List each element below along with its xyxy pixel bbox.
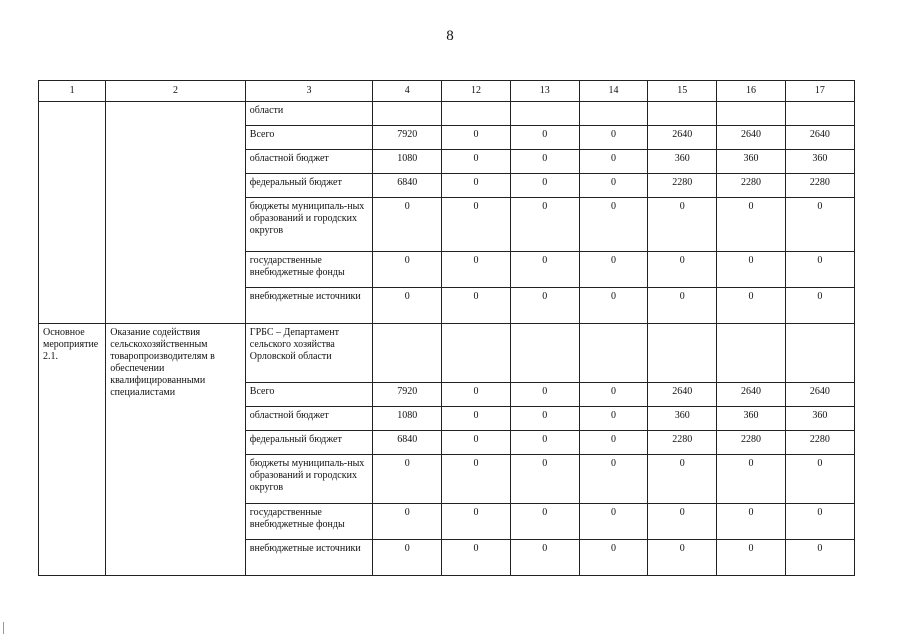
value-cell: 0 — [510, 407, 579, 431]
value-cell: 0 — [579, 126, 647, 150]
value-cell — [785, 102, 854, 126]
value-cell: 2280 — [648, 431, 717, 455]
value-cell: 1080 — [373, 407, 442, 431]
value-cell: 0 — [510, 174, 579, 198]
value-cell: 0 — [717, 504, 785, 540]
value-cell: 0 — [717, 288, 785, 324]
column-header: 1 — [39, 81, 106, 102]
value-cell — [373, 102, 442, 126]
column-header: 16 — [717, 81, 785, 102]
funding-source-label: бюджеты муниципаль-ных образований и городских округов — [245, 198, 372, 252]
value-cell: 6840 — [373, 431, 442, 455]
value-cell — [579, 102, 647, 126]
value-cell: 0 — [510, 431, 579, 455]
value-cell: 360 — [785, 407, 854, 431]
value-cell: 0 — [648, 288, 717, 324]
value-cell: 7920 — [373, 126, 442, 150]
value-cell: 0 — [717, 198, 785, 252]
column-header: 3 — [245, 81, 372, 102]
value-cell — [648, 324, 717, 383]
measure-code-cell — [39, 102, 106, 324]
measure-name-cell — [106, 102, 246, 324]
value-cell — [648, 102, 717, 126]
value-cell: 0 — [717, 540, 785, 576]
value-cell: 0 — [373, 252, 442, 288]
value-cell: 2640 — [648, 126, 717, 150]
value-cell: 0 — [785, 288, 854, 324]
value-cell: 0 — [510, 150, 579, 174]
value-cell: 0 — [373, 540, 442, 576]
value-cell: 2640 — [717, 383, 785, 407]
value-cell: 0 — [648, 504, 717, 540]
value-cell — [717, 102, 785, 126]
funding-source-label: федеральный бюджет — [245, 431, 372, 455]
value-cell: 0 — [510, 383, 579, 407]
funding-source-label: Всего — [245, 126, 372, 150]
value-cell: 0 — [579, 540, 647, 576]
table-row — [39, 324, 855, 383]
value-cell: 0 — [373, 288, 442, 324]
value-cell: 0 — [648, 252, 717, 288]
value-cell: 0 — [442, 288, 510, 324]
measure-code-cell: Основное мероприятие 2.1. — [39, 324, 106, 576]
column-header: 15 — [648, 81, 717, 102]
value-cell: 0 — [442, 431, 510, 455]
value-cell: 0 — [510, 288, 579, 324]
value-cell: 0 — [579, 150, 647, 174]
scan-artifact — [3, 622, 4, 634]
value-cell: 6840 — [373, 174, 442, 198]
value-cell: 0 — [442, 455, 510, 504]
value-cell: 1080 — [373, 150, 442, 174]
funding-source-label: федеральный бюджет — [245, 174, 372, 198]
value-cell: 0 — [579, 504, 647, 540]
value-cell: 2640 — [648, 383, 717, 407]
funding-source-label: внебюджетные источники — [245, 288, 372, 324]
value-cell: 0 — [373, 504, 442, 540]
value-cell: 0 — [442, 174, 510, 198]
value-cell: 360 — [648, 407, 717, 431]
value-cell: 0 — [510, 252, 579, 288]
value-cell: 360 — [717, 407, 785, 431]
column-header: 2 — [106, 81, 246, 102]
page-number: 8 — [446, 28, 454, 44]
value-cell: 0 — [717, 252, 785, 288]
column-header: 13 — [510, 81, 579, 102]
value-cell: 0 — [648, 540, 717, 576]
funding-source-label: государственные внебюджетные фонды — [245, 252, 372, 288]
value-cell: 0 — [510, 198, 579, 252]
value-cell: 2640 — [717, 126, 785, 150]
funding-source-label: ГРБС – Департамент сельского хозяйства Орловской области — [245, 324, 372, 383]
value-cell: 0 — [442, 198, 510, 252]
value-cell: 0 — [442, 252, 510, 288]
value-cell: 0 — [442, 150, 510, 174]
measure-name-cell: Оказание содействия сельскохозяйственным товаропроизводителям в обеспечении квалифицированными специалистами — [106, 324, 246, 576]
table-row — [39, 102, 855, 126]
funding-source-label: областной бюджет — [245, 150, 372, 174]
value-cell — [785, 324, 854, 383]
value-cell: 0 — [579, 383, 647, 407]
value-cell — [717, 324, 785, 383]
funding-source-label: внебюджетные источники — [245, 540, 372, 576]
value-cell: 0 — [579, 431, 647, 455]
header-row — [39, 81, 855, 102]
value-cell: 0 — [717, 455, 785, 504]
value-cell: 0 — [648, 198, 717, 252]
value-cell: 7920 — [373, 383, 442, 407]
value-cell: 0 — [579, 407, 647, 431]
value-cell: 2640 — [785, 383, 854, 407]
value-cell: 360 — [785, 150, 854, 174]
funding-source-label: области — [245, 102, 372, 126]
value-cell — [579, 324, 647, 383]
value-cell — [373, 324, 442, 383]
value-cell: 2280 — [648, 174, 717, 198]
value-cell: 0 — [373, 198, 442, 252]
value-cell: 0 — [510, 540, 579, 576]
value-cell: 0 — [579, 252, 647, 288]
value-cell: 0 — [442, 126, 510, 150]
value-cell: 0 — [579, 198, 647, 252]
value-cell — [510, 102, 579, 126]
column-header: 4 — [373, 81, 442, 102]
column-header: 14 — [579, 81, 647, 102]
value-cell: 0 — [579, 455, 647, 504]
column-header: 12 — [442, 81, 510, 102]
value-cell: 0 — [785, 252, 854, 288]
funding-source-label: областной бюджет — [245, 407, 372, 431]
value-cell: 0 — [442, 383, 510, 407]
value-cell: 0 — [579, 288, 647, 324]
value-cell: 2280 — [717, 174, 785, 198]
value-cell — [442, 324, 510, 383]
value-cell: 0 — [442, 407, 510, 431]
value-cell — [510, 324, 579, 383]
value-cell: 0 — [648, 455, 717, 504]
value-cell: 0 — [442, 504, 510, 540]
value-cell: 0 — [785, 198, 854, 252]
value-cell: 360 — [648, 150, 717, 174]
value-cell: 360 — [717, 150, 785, 174]
value-cell: 0 — [785, 455, 854, 504]
funding-source-label: бюджеты муниципаль-ных образований и городских округов — [245, 455, 372, 504]
funding-source-label: государственные внебюджетные фонды — [245, 504, 372, 540]
column-header: 17 — [785, 81, 854, 102]
value-cell — [442, 102, 510, 126]
value-cell: 0 — [510, 504, 579, 540]
value-cell: 0 — [785, 504, 854, 540]
value-cell: 2280 — [785, 174, 854, 198]
value-cell: 2280 — [785, 431, 854, 455]
value-cell: 0 — [579, 174, 647, 198]
value-cell: 0 — [442, 540, 510, 576]
value-cell: 0 — [510, 455, 579, 504]
value-cell: 2640 — [785, 126, 854, 150]
value-cell: 0 — [785, 540, 854, 576]
value-cell: 2280 — [717, 431, 785, 455]
funding-source-label: Всего — [245, 383, 372, 407]
value-cell: 0 — [510, 126, 579, 150]
value-cell: 0 — [373, 455, 442, 504]
funding-table — [38, 80, 855, 576]
